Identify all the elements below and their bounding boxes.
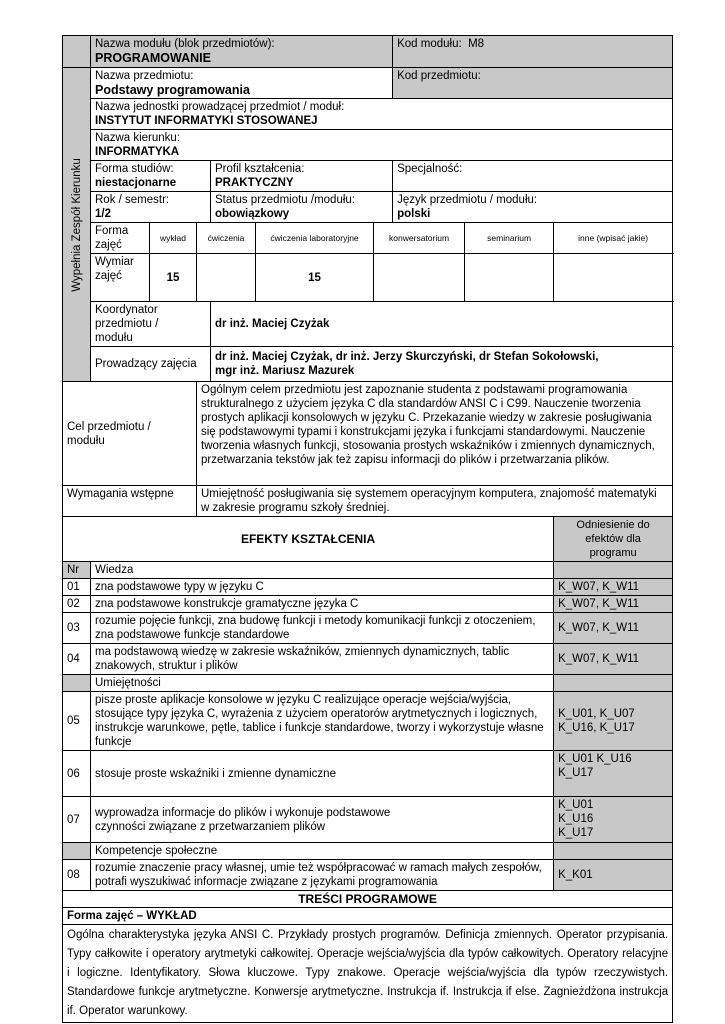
- requirements-label: Wymagania wstępne: [63, 486, 197, 517]
- table-row: [63, 860, 673, 891]
- outcomes-ref-header: Odniesienie do efektów dla programu: [554, 517, 673, 562]
- row-ref: K_U01, K_U07 K_U16, K_U17: [554, 692, 673, 751]
- row-text: rozumie pojęcie funkcji, zna budowę funkcji i metody komunikacji funkcji z otoczeniem, zna podstawowe funkcje standardowe: [91, 613, 554, 644]
- objective-label: Cel przedmiotu / modułu: [63, 382, 197, 486]
- status-label: Status przedmiotu /modułu:: [215, 194, 355, 206]
- field-label: Nazwa kierunku:: [95, 132, 181, 144]
- objective-text: Ogólnym celem przedmiotu jest zapoznanie studenta z podstawami programowania strukturalnego z użyciem języka C dla standardów ANSI C i C99. Nauczenie tworzenia prostych aplikacji konsolowych w języku C. Przekazanie wiedzy w zakresie posługiwania się podstawowymi typami i konstrukcjami języka i funkcjami standardowymi. Nauczenie tworzenia własnych funkcji, stosowania prostych wskaźników i zmiennych dynamicznych, przetwarzania tekstów jak też zapisu informacji do plików i przetwarzania plików.: [197, 382, 673, 486]
- table-row: [63, 613, 673, 644]
- subject-label: Nazwa przedmiotu:: [95, 70, 194, 82]
- hours-label: Wymiar zajęć: [95, 256, 134, 282]
- hours-lecture: 15: [150, 254, 197, 302]
- row-text: zna podstawowe konstrukcje gramatyczne języka C: [91, 596, 554, 613]
- study-form-label: Forma studiów:: [95, 163, 174, 175]
- row-nr: 04: [63, 644, 91, 675]
- profile-cell: [211, 161, 393, 192]
- field-cell: [91, 130, 673, 161]
- table-row: [63, 644, 673, 675]
- row-text: ma podstawową wiedzę w zakresie wskaźników, zmiennych dynamicznych, tablic znakowych, struktur i plików: [91, 644, 554, 675]
- row-text: wyprowadza informacje do plików i wykonuje podstawowe czynności związane z przetwarzaniem plików: [91, 797, 554, 843]
- row-nr: 08: [63, 860, 91, 891]
- knowledge-header-ref: [554, 562, 673, 579]
- class-form-label-cell: [91, 223, 150, 254]
- specialty-label: Specjalność:: [397, 163, 463, 175]
- module-code-value: M8: [468, 38, 485, 50]
- module-label: Nazwa modułu (blok przedmiotów):: [95, 38, 275, 50]
- hours-seminar: [465, 254, 554, 302]
- header-seminar: seminarium: [465, 223, 554, 254]
- class-form-label: Forma zajęć: [95, 225, 129, 251]
- specialty-cell: [393, 161, 673, 192]
- row-text: pisze proste aplikacje konsolowe w języku C realizujące operacje wejścia/wyjścia, stosujące typy języka C, wyrażenia z użyciem operatorów arytmetycznych i logicznych, instrukcje warunkowe, pętle, tablice i funkcje standardowe, tworzy i wykorzystuje własne funkcje: [91, 692, 554, 751]
- unit-cell: [91, 99, 673, 130]
- table-row: [63, 596, 673, 613]
- language-label: Język przedmiotu / modułu:: [397, 194, 538, 206]
- subject-value: Podstawy programowania: [95, 83, 250, 97]
- content-text: Ogólna charakterystyka języka ANSI C. Przykłady prostych programów. Definicja zmiennych. Operator przypisania. Typy całkowite i operatory arytmetyki całkowitej. Operacje wejścia/wyjścia dla typów całkowitych. Operatory relacyjne i logiczne. Identyfikatory. Słowa kluczowe. Typy znakowe. Operacje wejścia/wyjścia dla typów rzeczywistych. Standardowe funkcje arytmetyczne. Konwersje arytmetyczne. Instrukcja if. Instrukcja if else. Zagnieżdżona instrukcja if. Operator warunkowy.: [63, 925, 673, 1023]
- skills-header-ref: [554, 675, 673, 692]
- study-form-value: niestacjonarne: [95, 177, 177, 189]
- unit-value: INSTYTUT INFORMATYKI STOSOWANEJ: [95, 115, 318, 127]
- hours-exercises: [197, 254, 256, 302]
- row-nr: 06: [63, 751, 91, 797]
- header-other: inne (wpisać jakie): [554, 223, 673, 254]
- unit-label: Nazwa jednostki prowadzącej przedmiot / moduł:: [95, 101, 345, 113]
- header-corner: [63, 36, 91, 68]
- header-lecture: wykład: [150, 223, 197, 254]
- status-cell: [211, 192, 393, 223]
- table-row: [63, 692, 673, 751]
- skills-header: Umiejętności: [91, 675, 554, 692]
- subject-code-cell: [393, 68, 673, 99]
- nr-header: Nr: [63, 562, 91, 579]
- table-row: [63, 797, 673, 843]
- competence-nr: [63, 843, 91, 860]
- hours-lab: 15: [256, 254, 374, 302]
- table-row: [63, 579, 673, 596]
- table-row: [63, 751, 673, 797]
- subject-code-label: Kod przedmiotu:: [397, 70, 481, 82]
- syllabus-table: [62, 35, 673, 1023]
- language-value: polski: [397, 208, 431, 220]
- header-exercises: ćwiczenia: [197, 223, 256, 254]
- coordinator-value: dr inż. Maciej Czyżak: [211, 302, 673, 347]
- row-nr: 07: [63, 797, 91, 843]
- module-cell: [91, 36, 393, 68]
- header-lab: ćwiczenia laboratoryjne: [256, 223, 374, 254]
- profile-label: Profil kształcenia:: [215, 163, 305, 175]
- row-ref: K_K01: [554, 860, 673, 891]
- year-value: 1/2: [95, 208, 111, 220]
- requirements-text: Umiejętność posługiwania się systemem operacyjnym komputera, znajomość matematyki w zakresie programu szkoły średniej.: [197, 486, 673, 517]
- teachers-line-1: dr inż. Maciej Czyżak, dr inż. Jerzy Skurczyński, dr Stefan Sokołowski,: [215, 351, 599, 363]
- teachers-line-2: mgr inż. Mariusz Mazurek: [215, 365, 355, 377]
- language-cell: [393, 192, 673, 223]
- syllabus-page: [62, 35, 672, 1023]
- competence-header-ref: [554, 843, 673, 860]
- side-label-cell: [63, 68, 91, 382]
- teachers-cell: [211, 347, 673, 382]
- module-code-label: Kod modułu:: [397, 38, 462, 50]
- row-ref: K_W07, K_W11: [554, 596, 673, 613]
- coordinator-label: Koordynator przedmiotu / modułu: [91, 302, 211, 347]
- field-value: INFORMATYKA: [95, 146, 180, 158]
- status-value: obowiązkowy: [215, 208, 290, 220]
- row-nr: 01: [63, 579, 91, 596]
- row-ref: K_U01 K_U16 K_U17: [554, 797, 673, 843]
- header-conversatory: konwersatorium: [374, 223, 465, 254]
- side-label: Wypełnia Zespół Kierunku: [70, 157, 83, 292]
- hours-label-cell: [91, 254, 150, 302]
- knowledge-header: Wiedza: [91, 562, 554, 579]
- row-ref: K_W07, K_W11: [554, 613, 673, 644]
- study-form-cell: [91, 161, 211, 192]
- content-title: TREŚCI PROGRAMOWE: [63, 891, 673, 908]
- subject-cell: [91, 68, 393, 99]
- row-text: stosuje proste wskaźniki i zmienne dynamiczne: [91, 751, 554, 797]
- row-nr: 02: [63, 596, 91, 613]
- skills-nr: [63, 675, 91, 692]
- hours-other: [554, 254, 673, 302]
- year-label: Rok / semestr:: [95, 194, 170, 206]
- module-code-cell: [393, 36, 673, 68]
- row-ref: K_U01 K_U16 K_U17: [554, 751, 673, 797]
- competence-header: Kompetencje społeczne: [91, 843, 554, 860]
- row-nr: 05: [63, 692, 91, 751]
- module-value: PROGRAMOWANIE: [95, 51, 211, 65]
- hours-conversatory: [374, 254, 465, 302]
- row-nr: 03: [63, 613, 91, 644]
- outcomes-title: EFEKTY KSZTAŁCENIA: [63, 517, 554, 562]
- teachers-label: Prowadzący zajęcia: [91, 347, 211, 382]
- row-text: zna podstawowe typy w języku C: [91, 579, 554, 596]
- content-form: Forma zajęć – WYKŁAD: [63, 908, 673, 925]
- row-ref: K_W07, K_W11: [554, 644, 673, 675]
- profile-value: PRAKTYCZNY: [215, 177, 294, 189]
- year-cell: [91, 192, 211, 223]
- row-text: rozumie znaczenie pracy własnej, umie też współpracować w ramach małych zespołów, potrafi wyszukiwać informacje związane z językami programowania: [91, 860, 554, 891]
- row-ref: K_W07, K_W11: [554, 579, 673, 596]
